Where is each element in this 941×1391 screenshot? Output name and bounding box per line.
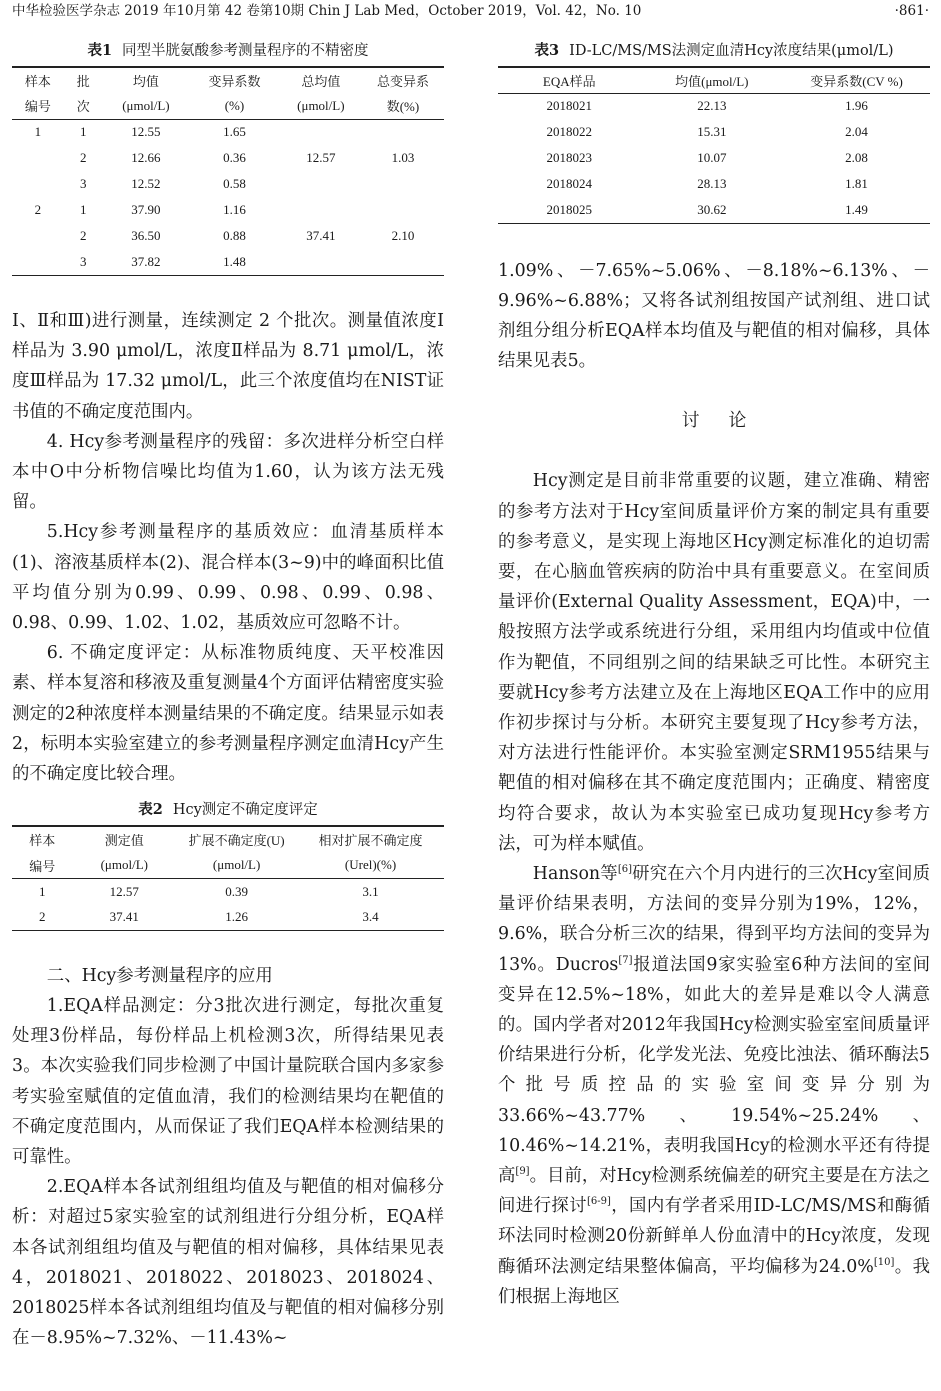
- text-span: 。目前，对Hcy检测系统偏差的研究主要是在方法之间进行探讨: [498, 1165, 930, 1217]
- table-cell: [12, 145, 64, 171]
- table3-title: ID-LC/MS/MS法测定血清Hcy浓度结果(μmol/L): [569, 43, 894, 59]
- table-row: [12, 904, 444, 930]
- table-cell: 3.1: [362, 883, 379, 899]
- table1-header-cell: 均值: [103, 67, 189, 93]
- table-row: [12, 249, 444, 275]
- table-cell: 0.58: [223, 176, 246, 191]
- citation-ref: [6-9]: [586, 1196, 611, 1208]
- table3-header-cell: 均值(μmol/L): [641, 67, 784, 93]
- table-row: [12, 119, 444, 145]
- table1-header-cell: 批: [64, 67, 103, 93]
- table-row: [12, 145, 444, 171]
- table3-header-cell: 变异系数(CV %): [783, 67, 930, 93]
- table-cell: 2018023: [546, 150, 593, 165]
- table-cell: 28.13: [697, 176, 727, 191]
- table1-header-row: [12, 93, 444, 119]
- table-cell: [362, 171, 444, 197]
- table-cell: 2.08: [845, 150, 868, 165]
- table-cell: 1: [80, 124, 87, 140]
- table-cell: 22.13: [697, 98, 727, 114]
- table-cell: 1.48: [189, 249, 280, 275]
- table1-label: 表1: [87, 42, 113, 59]
- table1-header-cell: 总均值: [280, 67, 362, 93]
- table-cell: 3.4: [297, 904, 444, 930]
- table-row: [12, 197, 444, 223]
- table-cell: [280, 119, 362, 145]
- table-cell: 1.16: [223, 202, 246, 217]
- table-cell: 1.49: [783, 197, 930, 223]
- table-cell: 0.39: [225, 883, 248, 899]
- section-heading-application: 二、Hcy参考测量程序的应用: [46, 965, 273, 986]
- table2-header-cell: 测定值: [72, 826, 176, 852]
- journal-citation: 中华检验医学杂志 2019 年10月第 42 卷第10期 Chin J Lab Med，October 2019，Vol. 42，No. 10: [12, 3, 642, 19]
- table1-header-row: [12, 67, 444, 93]
- table1-header-cell: (μmol/L): [280, 93, 362, 119]
- citation-ref: [10]: [873, 1256, 895, 1268]
- table-cell: 3: [80, 176, 87, 191]
- table2-header-cell: (Urel)(%): [297, 852, 444, 878]
- table-cell: 37.41: [72, 904, 176, 930]
- table2-header-cell: 扩展不确定度(U): [176, 826, 297, 852]
- table-cell: 0.88: [223, 228, 246, 243]
- table-cell: 37.90: [131, 202, 161, 217]
- table1-header-cell: 样本: [12, 67, 64, 93]
- table2-title: Hcy测定不确定度评定: [172, 802, 318, 819]
- table2-header-cell: 编号: [12, 852, 72, 878]
- table2-header-row: [12, 852, 444, 878]
- table-cell: 10.07: [697, 150, 727, 165]
- paragraph-relative-bias-continued: 1.09%、－7.65%~5.06%、－8.18%~6.13%、－9.96%~6.88%；又将各试剂组按国产试剂组、进口试剂组分组分析EQA样本均值及与靶值的相对偏移，具体结果见表5。: [498, 260, 930, 372]
- table3: [498, 40, 930, 224]
- table-cell: 30.62: [641, 197, 784, 223]
- text-span: 研究在六个月内进行的三次Hcy室间质量评价结果表明，方法间的变异分别为19%，12%，9.6%，联合分析三次的结果，得到平均方法间的变异为13%。Ducros: [498, 863, 930, 975]
- table-cell: 2018022: [546, 124, 593, 139]
- paragraph-discussion-intro: Hcy测定是目前非常重要的议题，建立准确、精密的参考方法对于Hcy室间质量评价方案的制定具有重要的参考意义，是实现上海地区Hcy测定标准化的迫切需要，在心脑血管疾病的防治中具有重要意义。在室间质量评价(External Quality Assessment，EQA)中，一般按照方法学或系统进行分组，采用组内均值或中位值作为靶值，不同组别之间的结果缺乏可比性。本研究主要就Hcy参考方法建立及在上海地区EQA工作中的应用作初步探讨与分析。本研究主要复现了Hcy参考方法，对方法进行性能评价。本实验室测定SRM1955结果与靶值的相对偏移在其不确定度范围内；正确度、精密度均符合要求，故认为本实验室已成功复现Hcy参考方法，可为样本赋值。: [498, 471, 930, 854]
- running-header: [12, 0, 929, 24]
- table-cell: 3: [64, 249, 103, 275]
- paragraph-uncertainty: 6. 不确定度评定：从标准物质纯度、天平校准因素、样本复溶和移液及重复测量4个方面评估精密度实验测定的2种浓度样本测量结果的不确定度。结果显示如表2，标明本实验室建立的参考测量程序测定血清Hcy产生的不确定度比较合理。: [12, 643, 444, 785]
- citation-ref: [9]: [515, 1166, 530, 1178]
- table2-header-cell: (μmol/L): [72, 852, 176, 878]
- paragraph-discussion-literature: [498, 859, 930, 1312]
- table-row: [498, 119, 930, 145]
- table3-grid: [498, 66, 930, 224]
- table1-grid: [12, 66, 444, 276]
- table1: [12, 40, 444, 288]
- table1-header-cell: 数(%): [362, 93, 444, 119]
- table3-header-row: [498, 67, 930, 93]
- table1-header-cell: 总变异系: [362, 67, 444, 93]
- table-cell: 12.57: [306, 150, 336, 165]
- table1-header-cell: 次: [64, 93, 103, 119]
- table-cell: 1.81: [845, 176, 868, 191]
- table-cell: [12, 249, 64, 275]
- right-column: [498, 40, 930, 1312]
- paragraph-reagent-group-analysis: 2.EQA样本各试剂组组均值及与靶值的相对偏移分析：对超过5家实验室的试剂组进行分组分析，EQA样本各试剂组组均值及与靶值的相对偏移，具体结果见表4，2018021、2018022、2018023、2018024、2018025样本各试剂组组均值及与靶值的相对偏移分别在－8.95%~7.32%、－11.43%~: [12, 1177, 444, 1349]
- table1-header-cell: 编号: [12, 93, 64, 119]
- table-cell: 12.66: [131, 150, 161, 165]
- table3-label: 表3: [534, 42, 560, 59]
- table-row: [498, 171, 930, 197]
- table1-header-cell: 变异系数: [189, 67, 280, 93]
- table-cell: 36.50: [131, 228, 161, 243]
- table-cell: [12, 223, 64, 249]
- table2: [12, 799, 444, 931]
- table-cell: 2: [34, 202, 42, 217]
- table1-header-cell: (%): [189, 93, 280, 119]
- table-row: [498, 93, 930, 119]
- table-cell: 2: [12, 904, 72, 930]
- table-cell: 2: [80, 150, 87, 165]
- table-cell: 2018024: [546, 176, 593, 191]
- table-row: [12, 223, 444, 249]
- text-span: 。我们根据上海地区: [498, 1256, 930, 1307]
- table-cell: 1.65: [223, 124, 246, 140]
- table3-header-cell: EQA样品: [498, 67, 641, 93]
- paragraph-concentration: Ⅰ、Ⅱ和Ⅲ)进行测量，连续测定 2 个批次。测量值浓度Ⅰ样品为 3.90 μmol/L，浓度Ⅱ样品为 8.71 μmol/L，浓度Ⅲ样品为 17.32 μmol/L，此三个浓度值均在NIST证书值的不确定度范围内。: [12, 311, 444, 422]
- table2-grid: [12, 825, 444, 931]
- table-cell: 0.36: [223, 150, 246, 165]
- table-cell: [362, 119, 444, 145]
- table2-caption: [12, 799, 444, 825]
- table-cell: 2018025: [498, 197, 641, 223]
- text-span: Hanson等: [532, 863, 618, 884]
- table-cell: 1.96: [845, 98, 868, 114]
- table2-header-row: [12, 826, 444, 852]
- table-cell: 2.10: [391, 228, 415, 243]
- text-span: 报道法国9家实验室6种方法间的室间变异在12.5%~18%，如此大的差异是难以令人满意的。国内学者对2012年我国Hcy检测实验室室间质量评价结果进行分析，化学发光法、免疫比浊法、循环酶法5个批号质控品的实验室间变异分别为33.66%~43.77%、19.54%~25.24%、10.46%~14.21%，表明我国Hcy的检测水平还有待提高: [498, 954, 930, 1186]
- citation-ref: [7]: [618, 954, 633, 966]
- table-cell: [280, 197, 362, 223]
- table-cell: 1.26: [176, 904, 297, 930]
- table-row: [498, 145, 930, 171]
- table-cell: [362, 249, 444, 275]
- paragraph-eqa-measurement: 1.EQA样品测定：分3批次进行测定，每批次重复处理3份样品，每份样品上机检测3次，所得结果见表3。本次实验我们同步检测了中国计量院联合国内多家参考实验室赋值的定值血清，我们的检测结果均在靶值的不确定度范围内，从而保证了我们EQA样本检测结果的可靠性。: [12, 995, 444, 1167]
- table-cell: [12, 171, 64, 197]
- table1-header-cell: (μmol/L): [103, 93, 189, 119]
- table-cell: 12.52: [131, 176, 161, 191]
- text-span: ，国内有学者采用ID-LC/MS/MS和酶循环法同时检测20份新鲜单人份血清中的Hcy浓度，发现酶循环法测定结果整体偏高，平均偏移为24.0%: [498, 1196, 930, 1277]
- table-cell: [362, 197, 444, 223]
- table-cell: 15.31: [697, 124, 727, 139]
- table1-title: 同型半胱氨酸参考测量程序的不精密度: [122, 43, 369, 59]
- table-cell: 1.03: [391, 150, 415, 165]
- left-column: [12, 40, 444, 1353]
- table-cell: 2018021: [546, 98, 593, 114]
- table-cell: 1: [38, 883, 46, 899]
- table-row: [12, 878, 444, 904]
- table2-label: 表2: [138, 801, 163, 819]
- table-cell: 37.41: [306, 228, 336, 243]
- table2-header-cell: (μmol/L): [176, 852, 297, 878]
- table-cell: 37.82: [103, 249, 189, 275]
- table-cell: 1: [34, 124, 42, 140]
- table-cell: 12.57: [109, 883, 139, 899]
- table-cell: 1: [80, 202, 87, 217]
- table-cell: 2.04: [845, 124, 868, 139]
- table-cell: [280, 171, 362, 197]
- table-cell: 2: [80, 228, 87, 243]
- citation-ref: [6]: [617, 864, 632, 876]
- page-number: ·861·: [894, 3, 929, 19]
- paragraph-carryover: 4. Hcy参考测量程序的残留：多次进样分析空白样本中O中分析物信噪比均值为1.60，认为该方法无残留。: [12, 431, 444, 513]
- table3-caption: [498, 40, 930, 66]
- table-row: [12, 171, 444, 197]
- table2-header-cell: 相对扩展不确定度: [297, 826, 444, 852]
- table-cell: [280, 249, 362, 275]
- table2-header-cell: 样本: [12, 826, 72, 852]
- table-row: [498, 197, 930, 223]
- table1-caption: [12, 40, 444, 66]
- section-heading-discussion: 讨论: [681, 410, 776, 432]
- paragraph-matrix-effect: 5.Hcy参考测量程序的基质效应：血清基质样本(1)、溶液基质样本(2)、混合样本(3~9)中的峰面积比值平均值分别为0.99、0.99、0.98、0.99、0.98、0.98、0.99、1.02、1.02，基质效应可忽略不计。: [12, 522, 444, 634]
- table-cell: 12.55: [131, 124, 161, 140]
